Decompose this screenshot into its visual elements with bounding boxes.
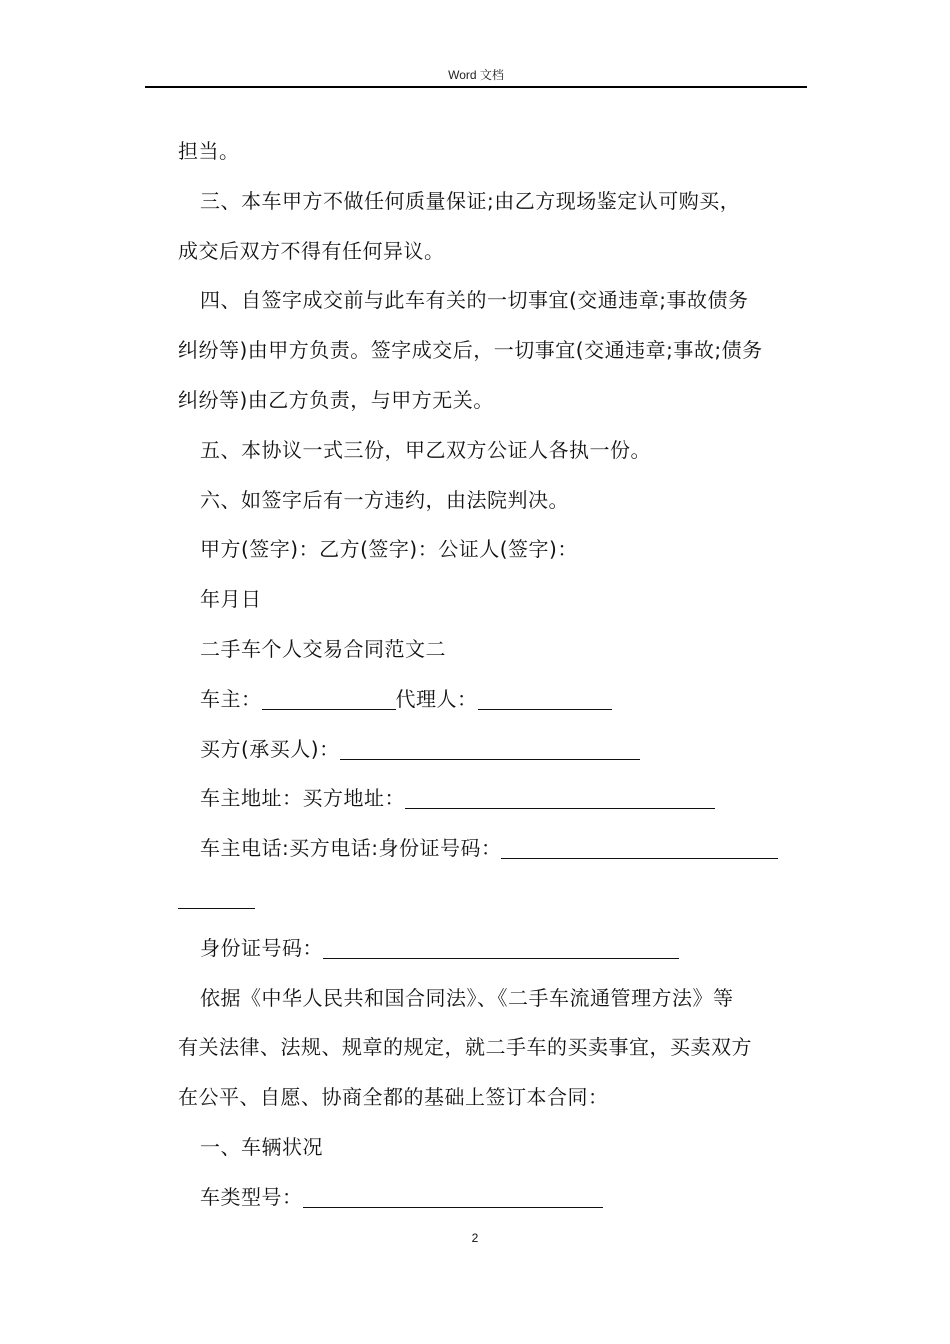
agent-blank: [478, 689, 612, 710]
id-line: [178, 931, 808, 981]
document-body: [178, 134, 808, 1230]
text-line: 在公平、自愿、协商全都的基础上签订本合同：: [178, 1085, 609, 1110]
buyer-line: [178, 732, 808, 782]
section-heading: 一、车辆状况: [200, 1134, 323, 1159]
buyer-label: 买方(承买人)：: [200, 736, 340, 761]
text-line: 成交后双方不得有任何异议。: [178, 238, 445, 263]
address-blank: [405, 788, 715, 809]
phone-line: [178, 831, 808, 881]
text-line: 六、如签字后有一方违约，由法院判决。: [200, 487, 569, 512]
text-line: 担当。: [178, 139, 240, 163]
page-number: 2: [471, 1231, 479, 1245]
vehicle-type-label: 车类型号：: [200, 1184, 303, 1209]
owner-label: 车主：: [200, 686, 262, 711]
phone-label: 车主电话:买方电话:身份证号码：: [200, 836, 502, 861]
text-line: 纠纷等)由甲方负责。签字成交后，一切事宜(交通违章;事故;债务: [178, 338, 763, 363]
vehicle-type-line: [178, 1180, 808, 1230]
text-line: 三、本车甲方不做任何质量保证;由乙方现场鉴定认可购买，: [200, 188, 741, 213]
id-number-blank-continued: [178, 888, 255, 909]
text-line: 纠纷等)由乙方负责，与甲方无关。: [178, 387, 494, 412]
signature-line: 甲方(签字)：乙方(签字)：公证人(签字)：: [200, 537, 578, 562]
page-header: Word 文档: [448, 68, 504, 82]
buyer-blank: [340, 739, 640, 760]
header-divider: [145, 86, 807, 88]
address-line: [178, 781, 808, 831]
address-label: 车主地址：买方地址：: [200, 786, 405, 811]
owner-blank: [262, 689, 396, 710]
phone-line-continued: [178, 881, 808, 931]
date-line: 年月日: [200, 587, 262, 612]
id-blank: [323, 938, 679, 959]
text-line: 五、本协议一式三份，甲乙双方公证人各执一份。: [200, 437, 651, 462]
text-line: 依据《中华人民共和国合同法》、《二手车流通管理方法》等: [200, 985, 734, 1010]
agent-label: 代理人：: [395, 686, 478, 711]
vehicle-type-blank: [303, 1187, 603, 1208]
text-line: 有关法律、法规、规章的规定，就二手车的买卖事宜，买卖双方: [178, 1035, 752, 1060]
section-title: 二手车个人交易合同范文二: [200, 636, 446, 661]
id-label: 身份证号码：: [200, 935, 323, 960]
text-line: 四、自签字成交前与此车有关的一切事宜(交通违章;事故债务: [200, 288, 749, 313]
id-number-blank: [501, 838, 778, 859]
owner-agent-line: [178, 682, 808, 732]
